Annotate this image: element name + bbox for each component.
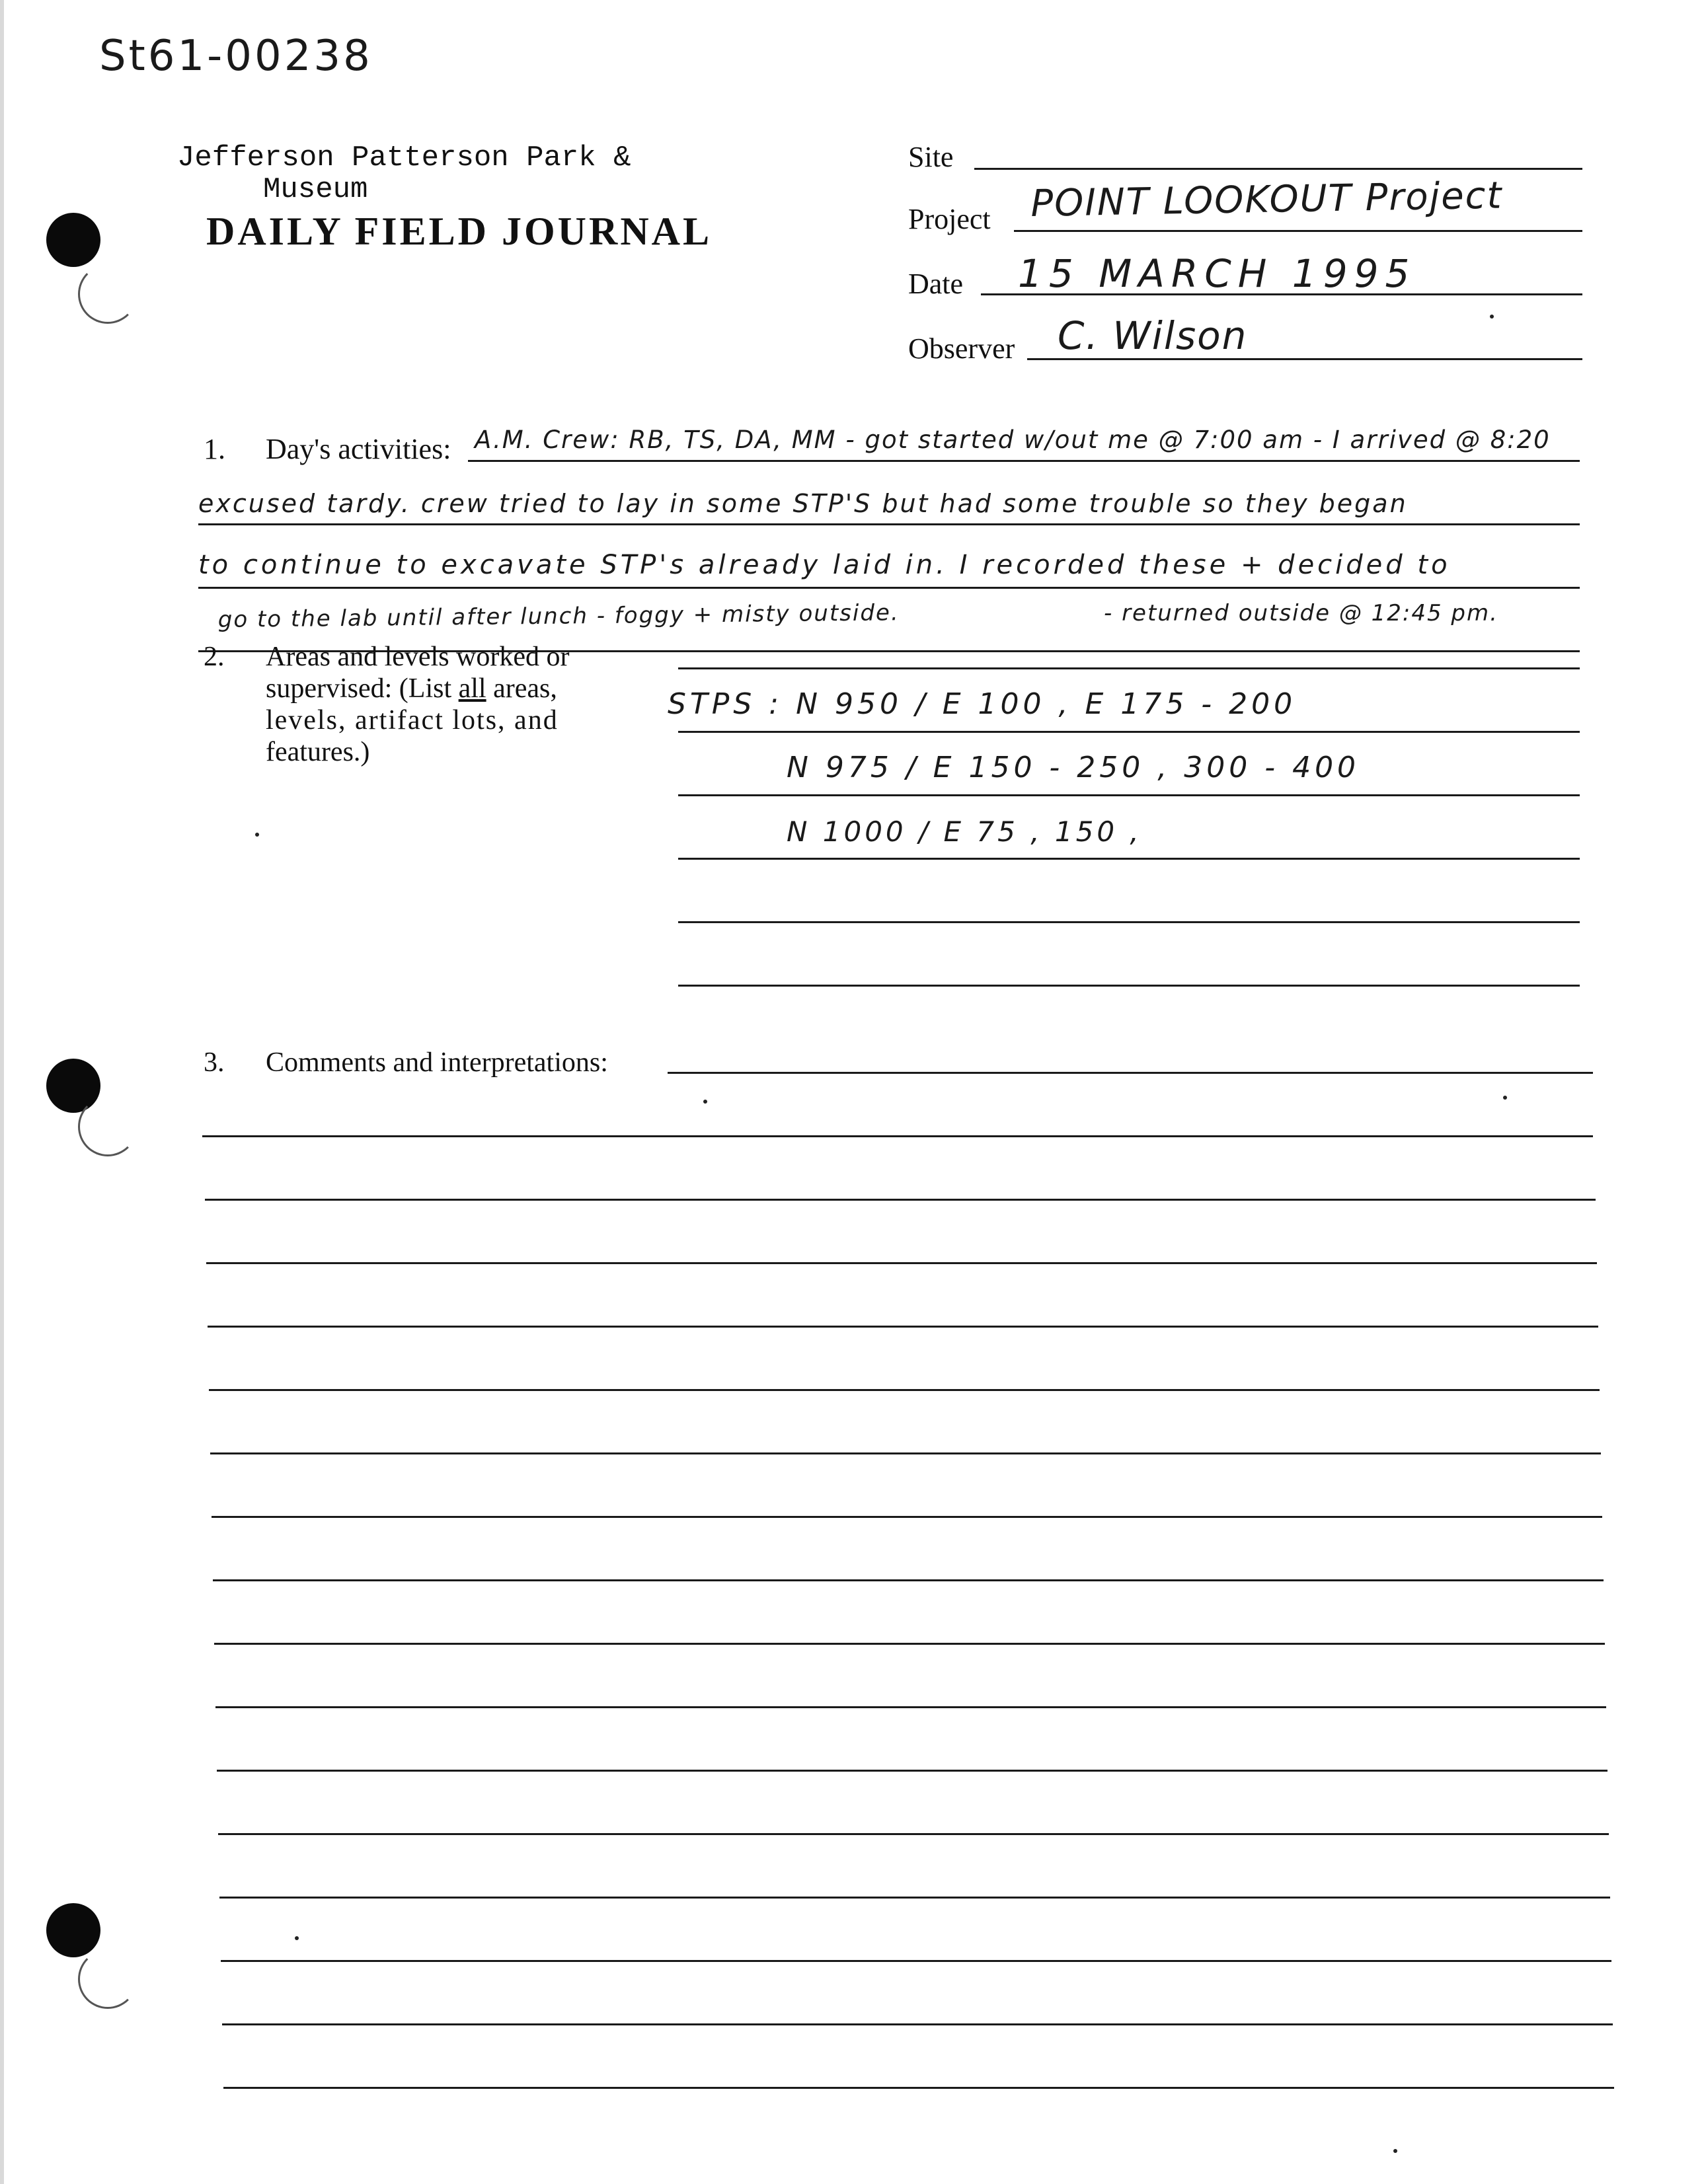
site-line <box>974 168 1582 170</box>
comments-line <box>219 1897 1610 1899</box>
binder-hole-bottom <box>46 1903 100 1957</box>
comments-line <box>206 1262 1597 1264</box>
scan-speck <box>1393 2149 1397 2153</box>
section-2-label-2b: areas, <box>493 673 557 704</box>
section-2-label-3: levels, artifact lots, and <box>266 705 559 735</box>
areas-entry-3: N 1000 / E 75 , 150 , <box>787 815 1142 848</box>
binder-hole-top <box>46 213 100 267</box>
scan-speck <box>1503 1096 1507 1100</box>
comments-line <box>217 1770 1607 1772</box>
comments-line <box>205 1199 1596 1201</box>
section-2-number: 2. <box>204 642 225 672</box>
scan-speck <box>295 1936 299 1940</box>
comments-line-0 <box>668 1072 1593 1074</box>
activity-text-1: A.M. Crew: RB, TS, DA, MM - got started w/out me @ 7:00 am - I arrived @ 8:20 <box>475 426 1551 454</box>
activity-line-2 <box>198 523 1580 525</box>
section-3-number: 3. <box>204 1047 225 1078</box>
hole-shadow-bottom <box>78 1949 137 2009</box>
observer-line <box>1027 358 1582 360</box>
comments-line <box>222 2023 1613 2025</box>
areas-line-5 <box>678 921 1580 923</box>
project-line <box>1014 230 1582 232</box>
section-2-label-2a: supervised: (List <box>266 673 452 704</box>
comments-line <box>208 1326 1598 1328</box>
activity-text-5: - returned outside @ 12:45 pm. <box>1104 600 1498 626</box>
project-value: POINT LOOKOUT Project <box>1030 174 1503 225</box>
comments-line <box>215 1706 1606 1708</box>
activity-text-3: to continue to excavate STP's already laid in. I recorded these + decided to <box>198 550 1451 580</box>
areas-line-3 <box>678 794 1580 796</box>
comments-line <box>214 1643 1605 1645</box>
section-1-number: 1. <box>204 433 225 465</box>
activity-text-4: go to the lab until after lunch - foggy + misty outside. <box>217 599 900 633</box>
areas-line-4 <box>678 858 1580 860</box>
date-label: Date <box>908 268 964 300</box>
areas-line-6 <box>678 985 1580 987</box>
activity-text-2: excused tardy. crew tried to lay in some STP'S but had some trouble so they began <box>198 489 1408 518</box>
scan-edge <box>0 0 4 2184</box>
hole-shadow-top <box>78 264 137 324</box>
document-id: St61-00238 <box>99 32 373 81</box>
observer-label: Observer <box>908 332 1015 365</box>
areas-line-1 <box>678 667 1580 669</box>
comments-line <box>202 1135 1593 1137</box>
section-2-label-4: features.) <box>266 737 370 767</box>
areas-entry-1: STPS : N 950 / E 100 , E 175 - 200 <box>668 687 1297 721</box>
journal-title: DAILY FIELD JOURNAL <box>206 209 713 253</box>
areas-entry-2: N 975 / E 150 - 250 , 300 - 400 <box>787 751 1360 784</box>
comments-line <box>213 1579 1604 1581</box>
areas-line-2 <box>678 731 1580 733</box>
institution-line-2: Museum <box>263 173 368 206</box>
section-1-label: Day's activities: <box>266 433 451 465</box>
comments-line <box>212 1516 1602 1518</box>
section-2-label-all: all <box>458 673 486 704</box>
section-2-label-2 <box>266 673 557 704</box>
hole-shadow-middle <box>78 1097 137 1156</box>
scan-speck <box>1490 315 1494 319</box>
comments-line <box>209 1389 1600 1391</box>
activity-line-3 <box>198 587 1580 589</box>
activity-line-1 <box>468 460 1580 462</box>
comments-line <box>221 1960 1611 1962</box>
comments-line <box>210 1452 1601 1454</box>
project-label: Project <box>908 203 991 235</box>
date-value: 15 MARCH 1995 <box>1018 251 1416 296</box>
scan-speck <box>703 1100 707 1104</box>
scan-speck <box>255 833 259 837</box>
comments-line <box>218 1833 1609 1835</box>
site-label: Site <box>908 141 954 173</box>
observer-value: C. Wilson <box>1058 313 1248 358</box>
section-3-label: Comments and interpretations: <box>266 1047 608 1078</box>
institution-line-1: Jefferson Patterson Park & <box>177 141 631 174</box>
section-2-label-1: Areas and levels worked or <box>266 642 570 672</box>
comments-line <box>223 2087 1614 2089</box>
